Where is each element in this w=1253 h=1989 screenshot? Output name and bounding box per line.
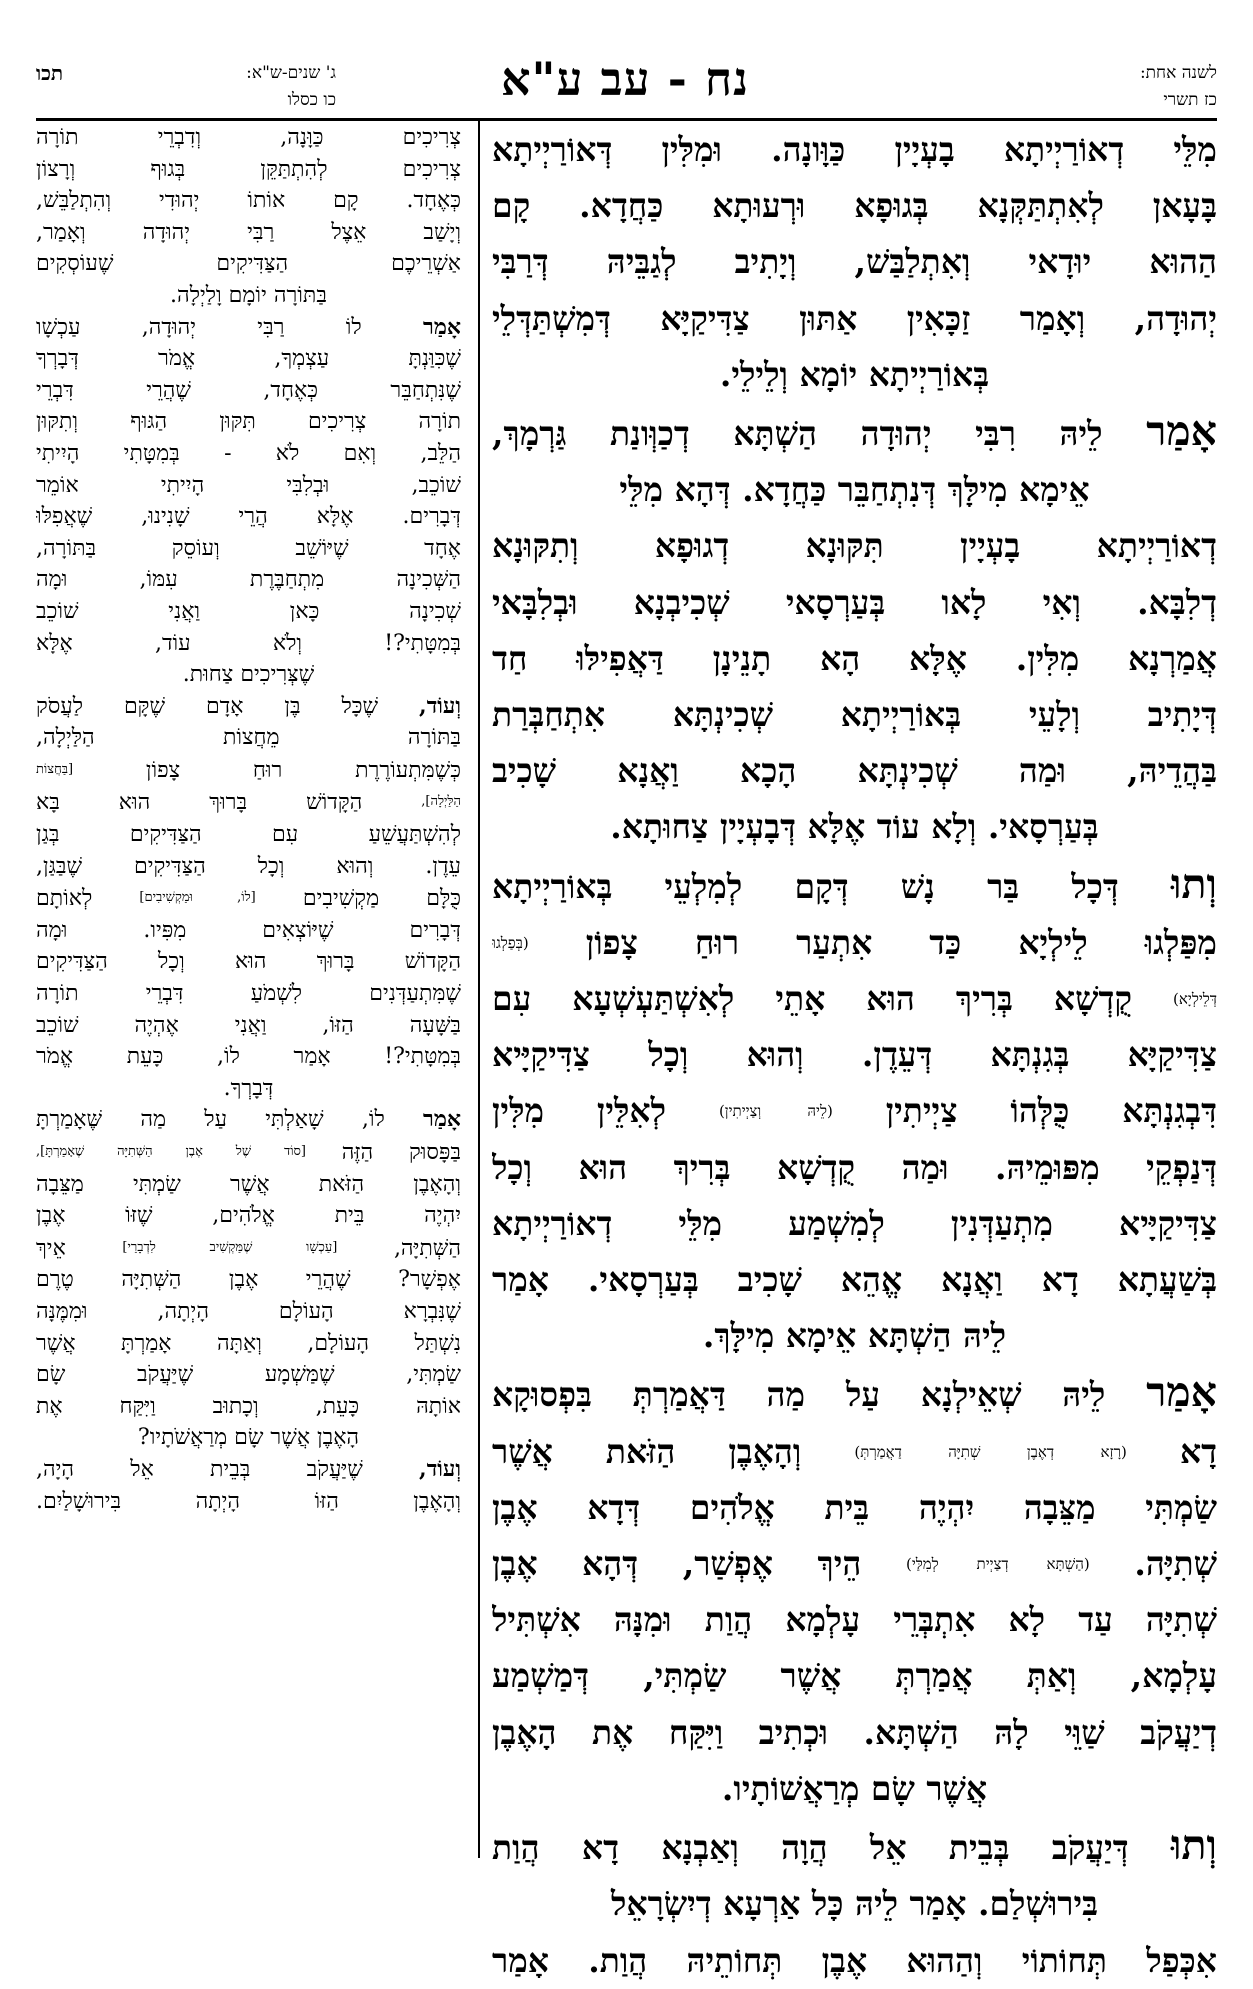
side-line-text: לְאוֹתָם [36, 886, 93, 912]
side-line: שֶׁמִּתְעַדְּנִים לִשְׁמֹעַ דִּבְרֵי תוֹרָה [36, 981, 461, 1007]
main-line: עָלְמָא, וְאַתְּ אֲמַרְתְּ אֲשֶׁר שַׂמְתִּי, דְּמַשְׁמַע [492, 1656, 1217, 1696]
side-line: יִהְיֶה בֵּית אֱלֹהִים, שֶׁזּוֹ אֶבֶן [36, 1203, 461, 1229]
side-line [36, 786, 461, 819]
main-line: לֵיהּ הַשְׁתָּא אֵימָא מִילָּךְ. [702, 1316, 1007, 1356]
header-left [36, 60, 336, 114]
main-line-text: לֵיהּ שְׁאֵילְנָא עַל מַה דַּאֲמַרְתְּ בִּפְסוּקָא [492, 1375, 1106, 1415]
main-line: דְאוֹרַיְיתָא בָעְיָין תִּקּוּנָא דְגוּפָא וְתִקּוּנָא [492, 526, 1217, 566]
page-title: נח - עב ע"א [500, 52, 750, 106]
header-divider [36, 118, 1217, 121]
header-right [997, 60, 1217, 114]
main-line: בָּעָאן לְאִתְתַּקְּנָא בְּגוּפָא וּרְעוּתָא כַּחֲדָא. קָם [492, 186, 1217, 226]
side-line: בְּמִטָּתִי?! אָמַר לוֹ, כָּעֵת אֱמֹר [36, 1044, 461, 1070]
side-line: שׁוֹכֵב, וּבְלִבִּי הָיִיתִי אוֹמֵר [36, 472, 461, 498]
main-line: בְּאוֹרַיְיתָא יוֹמָא וְלֵילֵי. [719, 354, 990, 394]
main-line: שַׂמְתִּי מַצֵּבָה יִהְיֶה בֵּית אֱלֹהִים דְּדָא אֶבֶן [492, 1487, 1217, 1527]
main-line [492, 856, 1217, 915]
side-line-text: שֶׁכָּל בֶּן אָדָם שֶׁקָּם לַעֲסֹק [36, 693, 379, 719]
main-line [492, 1536, 1217, 1592]
side-line: וְהָאֶבֶן הַזֹּאת אֲשֶׁר שַׂמְתִּי מַצֵּבָה [36, 1171, 461, 1197]
inline-gloss: (רָזָא דְאֶבֶן שְׁתִיָּה דַאֲמַרְתְּ) [854, 1442, 1127, 1461]
side-line: דְּבָרִים. אֶלָּא הֲרֵי שָׁנִינוּ, שֶׁאֲפִלּוּ [36, 504, 461, 530]
main-line-text: דְּכָל בַּר נָשׁ דְּקָם לְמִלְעֵי בְּאוֹרַיְיתָא [492, 866, 1119, 906]
side-line: הַלֵּב, וְאִם לֹא - בְּמִטָּתִי הָיִיתִי [36, 440, 461, 466]
opening-word: וְתוּ [1171, 1821, 1217, 1870]
inline-gloss: (לֵיהּ וְצַיְיתִין) [718, 1102, 833, 1121]
side-line: שַׂמְתִּי, שֶׁמַּשְׁמָע שֶׁיַּעֲקֹב שָׂם [36, 1362, 461, 1388]
side-line-text: לוֹ, שָׁאַלְתִּי עַל מַה שֶּׁאָמַרְתָּ [36, 1107, 385, 1133]
main-line: דְיַעֲקֹב שַׁוֵּי לָהּ הַשְׁתָּא. וּכְתִיב וַיִּקַּח אֶת הָאֶבֶן [492, 1712, 1217, 1752]
main-line-text: לֵיהּ רִבִּי יְהוּדָה הַשְׁתָּא דְכַוְּונַת גַּרְמָךְ, [492, 414, 1103, 454]
side-line: שֶׁנִּתְחַבֵּר כְּאֶחָד, שֶׁהֲרֵי דִּבְרֵי [36, 377, 461, 403]
opening-word: אָמַר [423, 1106, 461, 1133]
side-line: וְהָאֶבֶן הַזּוֹ הָיְתָה בִּירוּשָׁלַיִם. [36, 1488, 461, 1514]
side-line: תוֹרָה צְרִיכִים תִּקּוּן הַגּוּף וְתִקּוּן [36, 409, 461, 435]
side-line: הַשְּׁכִינָה מִתְחַבֶּרֶת עִמּוֹ, וּמָה [36, 567, 461, 593]
main-line: צַדִּיקַיָּא בְּגִנְתָּא דְּעֵדֶן. וְהוּא וְכָל צַדִּיקַיָּיא [492, 1035, 1217, 1075]
main-line [492, 1817, 1217, 1876]
inline-gloss: [לוֹ, וּמַקְשִׁיבִים] [139, 890, 256, 906]
side-line: אוֹתָהּ כָּעֵת, וְכָתוּב וַיִּקַּח אֶת [36, 1393, 461, 1419]
inline-gloss: (הַשְׁתָּא דְצַיְית לְמִלַּי) [905, 1555, 1090, 1574]
side-line: דְּבָרְךָ. [223, 1075, 274, 1101]
side-line [36, 882, 461, 915]
header-three-years-label: ג' שנים-ש"א: [246, 63, 336, 83]
main-line-text: קֻדְשָׁא בְּרִיךְ הוּא אָתֵי לְאִשְׁתַּעְשְׁעָא עִם [492, 979, 1133, 1019]
main-line: אֵימָא מִילָּךְ דְּנִתְחַבֵּר כַּחֲדָא. דְּהָא מִלֵּי [619, 470, 1090, 510]
translation-column [36, 122, 461, 1517]
inline-gloss: דְּלֵילְיָא) [1173, 990, 1217, 1009]
main-line: דְּנַפְקֵי מִפּוּמֵיהּ. וּמַה קֻדְשָׁא בְּרִיךְ הוּא וְכָל [492, 1147, 1217, 1187]
main-text-column [492, 122, 1217, 1989]
side-line: בַּשָּׁעָה הַזּוֹ, וַאֲנִי אֶהְיֶה שׁוֹכֵב [36, 1012, 461, 1038]
side-line: בַּתּוֹרָה מֵחֲצוֹת הַלַּיְלָה, [36, 725, 461, 751]
side-line-text: כְּשֶׁמִּתְעוֹרֶרֶת רוּחַ צָפוֹן [145, 757, 461, 783]
side-line-text: כֻּלָּם מַקְשִׁיבִים [302, 886, 461, 912]
side-line [36, 691, 461, 723]
main-line-text: דָא [1179, 1431, 1217, 1471]
main-line-text: לְאִלֵּין מִלִּין [492, 1091, 667, 1131]
side-line: שְׁכִינָה כָּאן וַאֲנִי שׁוֹכֵב [36, 598, 461, 624]
side-line: צְרִיכִים לְהִתְתַּקֵּן בְּגוּף וְרָצוֹן [36, 156, 461, 182]
inline-gloss: [בַּחֲצוֹת [36, 761, 74, 777]
opening-word: וְעוֹד, [419, 692, 461, 719]
main-line: הַהוּא יוּדָאי וְאִתְלַבַּשׁ, וְיָתִיב לְגַבֵּיהּ דְּרַבִּי [492, 242, 1217, 282]
side-line: עֵדֶן. וְהוּא וְכָל הַצַּדִּיקִים שֶׁבַּגַּן, [36, 853, 461, 879]
main-line-text: שְׁתִיָּה. [1134, 1544, 1217, 1584]
main-line: בְּעַרְסָאי. וְלָא עוֹד אֶלָּא דְּבָעְיָין צַחוּתָא. [610, 807, 1099, 847]
side-line: אַשְׁרֵיכֶם הַצַּדִּיקִים שֶׁעוֹסְקִים [36, 251, 461, 277]
side-line [36, 1454, 461, 1486]
side-line: בַּתּוֹרָה יוֹמָם וָלַיְלָה. [170, 282, 327, 308]
side-line: הָאֶבֶן אֲשֶׁר שָׂם מְרַאֲשֹׁתָיו? [137, 1425, 360, 1451]
opening-word: וְתוּ [1170, 859, 1217, 908]
opening-word: וְעוֹד, [419, 1455, 461, 1482]
side-line: אֶפְשָׁר? שֶׁהֲרֵי אֶבֶן הַשְּׁתִיָּה טֶרֶם [36, 1267, 461, 1293]
side-line: בְּמִטָּתִי?! וְלֹא עוֹד, אֶלָּא [36, 630, 461, 656]
side-line: שֶׁנִּבְרָא הָעוֹלָם הָיְתָה, וּמִמֶּנָּה [36, 1298, 461, 1324]
side-line: וְיָשַׁב אֵצֶל רַבִּי יְהוּדָה וְאָמַר, [36, 219, 461, 245]
side-line-text: אֵיךְ [36, 1235, 66, 1261]
main-line-text: מִפַּלְגוּ לֵילְיָא כַּד אִתְעַר רוּחַ צָפוֹן [585, 922, 1217, 962]
side-line [36, 1136, 461, 1169]
main-line [492, 403, 1217, 462]
main-line: דְלִבָּא. וְאִי לָאו בְּעַרְסָאי שְׁכִיבְנָא וּבְלִבָּאי [492, 582, 1217, 622]
side-line: שֶׁצְּרִיכִים צַחוּת. [182, 662, 315, 688]
side-line [36, 312, 461, 344]
side-line [36, 1232, 461, 1265]
side-line: דְּבָרִים שֶׁיּוֹצְאִים מִפִּיו. וּמָה [36, 917, 461, 943]
side-line: אֶחָד שֶׁיּוֹשֵׁב וְעוֹסֵק בַּתּוֹרָה, [36, 535, 461, 561]
side-line: כְּאֶחָד. קָם אוֹתוֹ יְהוּדִי וְהִתְלַבֵּשׁ, [36, 188, 461, 214]
side-line-text: שֶׁיַּעֲקֹב בְּבֵית אֵל הָיָה, [36, 1456, 363, 1482]
main-line: בְּשַׁעֲתָא דָא וַאֲנָא אֱהֵא שָׁכִיב בְּעַרְסָאי. אָמַר [492, 1260, 1217, 1300]
main-line: דְּיָתִיב וְלָעֵי בְּאוֹרַיְיתָא שְׁכִינְתָּא אִתְחַבְּרַת [492, 695, 1217, 735]
side-line-text: הַשְּׁתִיָּה, [393, 1235, 461, 1261]
page-number: תכו [36, 61, 64, 85]
main-line-text: דִּבְגִנְתָּא כֻּלְּהוֹ צַיְיתִין [885, 1091, 1217, 1131]
side-line-text: הַקָּדוֹשׁ בָּרוּךְ הוּא בָּא [36, 790, 363, 816]
header-one-year-date: כז תשרי [1163, 90, 1217, 110]
main-line [492, 1083, 1217, 1139]
side-line: הַקָּדוֹשׁ בָּרוּךְ הוּא וְכָל הַצַּדִּיקִים [36, 949, 461, 975]
inline-gloss: (בְּפַלְגוּ [492, 933, 529, 952]
side-line [36, 754, 461, 787]
main-line: יְהוּדָה, וְאָמַר זַכָּאִין אַתּוּן צַדִּיקַיָּא דְּמִשְׁתַּדְּלֵי [492, 298, 1217, 338]
side-line-text: לוֹ רַבִּי יְהוּדָה, עַכְשָׁו [36, 314, 362, 340]
side-line: שֶׁכִּוַּנְתָּ עַצְמְךָ, אֱמֹר דְּבָרְךָ [36, 346, 461, 372]
main-line [492, 1424, 1217, 1480]
inline-gloss: הַלַּיְלָה], [421, 794, 461, 810]
main-line: שְׁתִיָּה עַד לָא אִתְבְּרֵי עָלְמָא הֲוַת וּמִנָּהּ אִשְׁתִּיל [492, 1600, 1217, 1640]
opening-word: אָמַר [423, 313, 461, 340]
main-line: צַדִּיקַיָּיא מִתְעַדְּנִין לְמִשְׁמַע מִלֵּי דְאוֹרַיְיתָא [492, 1203, 1217, 1243]
side-line [36, 1104, 461, 1136]
main-line-text: הֵיךְ אֶפְשַׁר, דְּהָא אֶבֶן [492, 1544, 862, 1584]
main-line: אֲמַרְנָא מִלִּין. אֶלָּא הָא תָנֵינָן דַּאֲפִילּוּ חַד [492, 638, 1217, 678]
main-line: בַּהֲדֵיהּ, וּמַה שְׁכִינְתָּא הָכָא וַאֲנָא שָׁכִיב [492, 751, 1217, 791]
side-line: צְרִיכִים כַּוָּנָה, וְדִבְרֵי תוֹרָה [36, 125, 461, 150]
side-line: לְהִשְׁתַּעֲשֵׁעַ עִם הַצַּדִּיקִים בְּגַן [36, 822, 461, 848]
side-line-text: בַּפָּסוּק הַזֶּה [341, 1140, 461, 1165]
main-line [492, 971, 1217, 1027]
main-line: אֲשֶׁר שָׂם מְרַאֲשׁוֹתָיו. [721, 1768, 988, 1808]
main-line [492, 915, 1217, 971]
main-line [492, 1364, 1217, 1423]
header-three-years-date: כו כסלו [287, 90, 336, 110]
inline-gloss: [סוֹד שֶׁל אֶבֶן הַשְּׁתִיָּה שֶׁאָמַרְתָּ], [36, 1144, 306, 1159]
column-divider [478, 118, 480, 1858]
header-one-year-label: לשנה אחת: [1139, 63, 1217, 83]
opening-word: אָמַר [1146, 1368, 1217, 1417]
main-line: בִּירוּשְׁלַם. אָמַר לֵיהּ כָּל אַרְעָא דְיִשְׂרָאֵל [610, 1884, 1099, 1924]
main-line-text: דְּיַעֲקֹב בְּבֵית אֵל הֲוָה וְאַבְנָא דָא הֲוַת [492, 1828, 1129, 1868]
inline-gloss: [עַכְשָׁו שֶׁמַּקְשִׁיב לִדְבָרַי] [122, 1239, 338, 1255]
main-line: מִלֵּי דְאוֹרַיְיתָא בָעְיָין כַּוָּונָה. וּמִלִּין דְּאוֹרַיְיתָא [492, 130, 1217, 169]
main-line-text: וְהָאֶבֶן הַזֹּאת אֲשֶׁר [492, 1431, 802, 1471]
side-line: נִשְׁתַּל הָעוֹלָם, וְאַתָּה אָמַרְתָּ אֲשֶׁר [36, 1330, 461, 1356]
main-line: אִכְּפַל תְּחוֹתוֹי וְהַהוּא אֶבֶן תְּחוֹתֵיהּ הֲוַת. אָמַר [492, 1940, 1217, 1980]
opening-word: אָמַר [1146, 407, 1217, 456]
